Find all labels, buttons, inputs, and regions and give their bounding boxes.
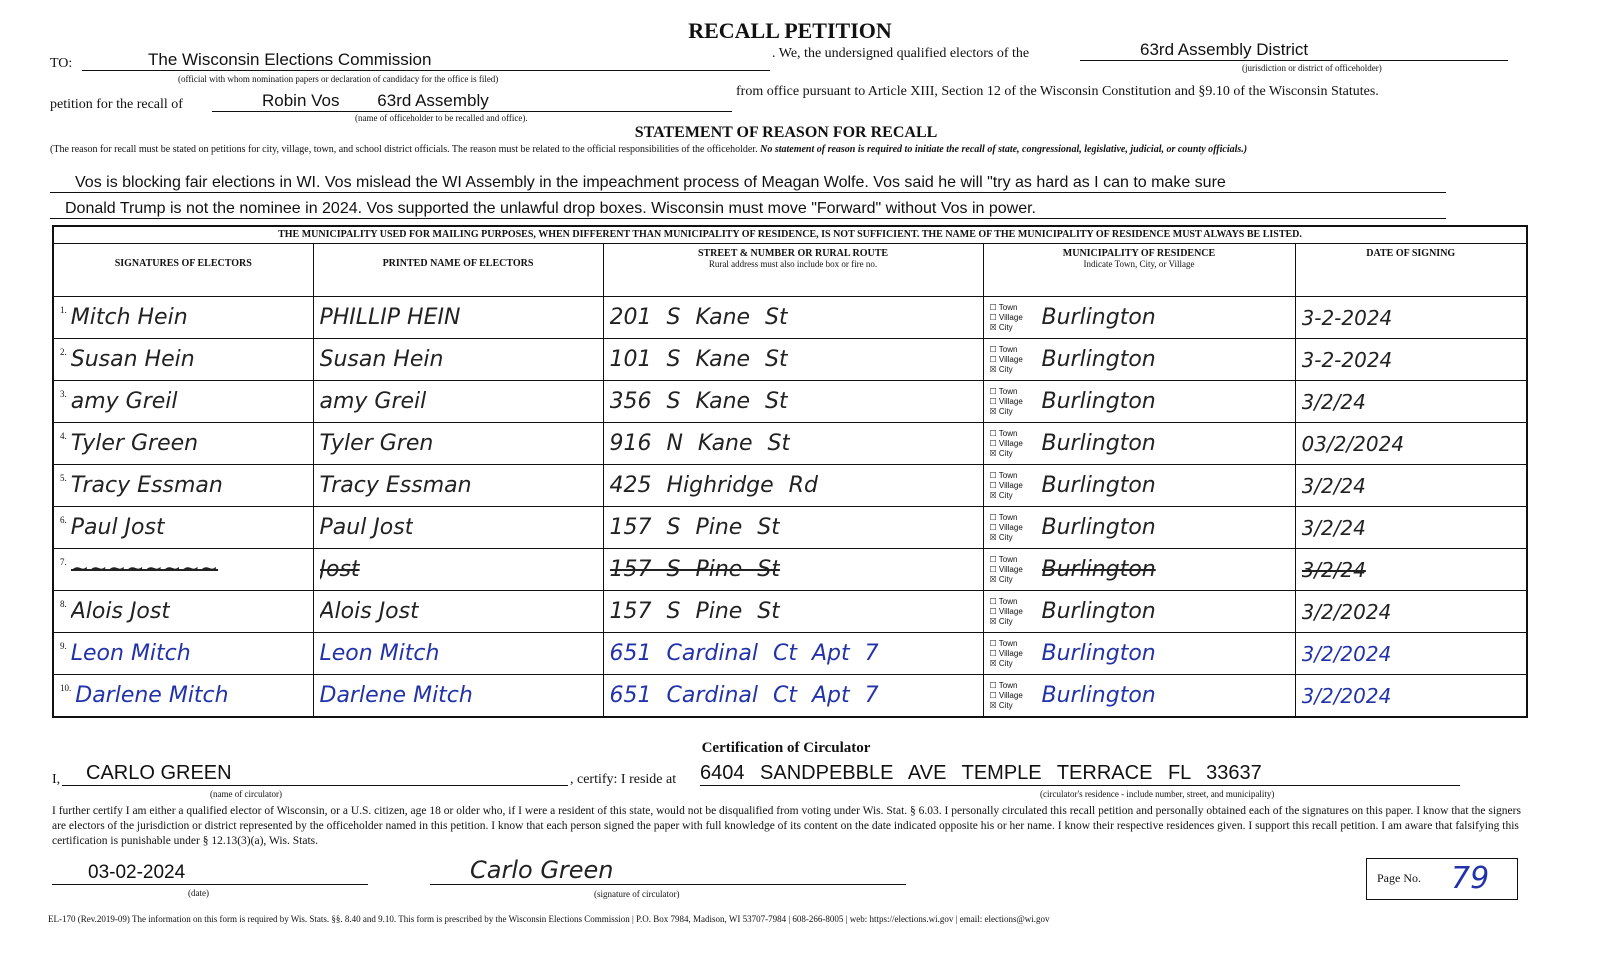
printed-name-cell [313,297,603,339]
municipality-cell [983,675,1295,718]
printed-name: Alois Jost [319,599,419,624]
col-street [603,244,983,297]
circulator-name: CARLO GREEN [62,762,568,786]
page-number-box [1366,858,1518,900]
row-number: 10. [60,683,72,693]
date-cell [1295,675,1527,718]
municipality-type-checkboxes [990,429,1042,459]
municipality: Burlington [1041,557,1156,582]
municipality-cell [983,633,1295,675]
table-row [53,549,1527,591]
i-label: I, [52,772,61,787]
signing-date: 3/2/24 [1301,515,1366,540]
date-cell [1295,465,1527,507]
street-address: 157 S Pine St [609,557,780,582]
street-cell [603,381,983,423]
checkbox-label: Town [998,554,1018,564]
municipality: Burlington [1041,305,1156,330]
printed-name-cell [313,591,603,633]
elector-signature: Tracy Essman [70,473,223,498]
cert-body: I further certify I am either a qualified elector of Wisconsin, or a U.S. citizen, age 18 or older who, if I were a resident of this state, would not be disqualified from voting under Wis. Stat. § 6.03. I personally circulated this recall petition and personally obtained each of the signatures on this paper. I know that the signers are electors of the jurisdiction or district represented by the officeholder named in this petition. I know that each person signed the paper with full knowledge of its content on the date indicated opposite his or her name. I know their respective residences given. I support this recall petition. I am aware that falsifying this certification is punishable under § 12.13(3)(a), Wis. Stats. [52,805,1521,847]
checkbox-city[interactable]: ☒ City [989,616,1013,626]
table-row [53,507,1527,549]
street-cell [603,465,983,507]
municipality: Burlington [1041,473,1156,498]
petition-label: petition for the recall of [50,97,183,112]
residence-note: (circulator's residence - include number, street, and municipality) [1040,789,1275,799]
checkbox-label: Village [998,522,1023,532]
street-cell [603,507,983,549]
street-cell [603,339,983,381]
printed-name: Tyler Gren [319,431,434,456]
row-number: 8. [60,599,67,609]
municipality-cell [983,297,1295,339]
municipality: Burlington [1041,515,1156,540]
table-notice: THE MUNICIPALITY USED FOR MAILING PURPOSES, WHEN DIFFERENT THAN MUNICIPALITY OF RESIDENCE, IS NOT SUFFICIENT. THE NAME OF THE MUNICIPALITY OF RESIDENCE MUST ALWAYS BE LISTED. [53,226,1527,244]
municipality: Burlington [1041,599,1156,624]
street-cell [603,297,983,339]
date-cell [1295,633,1527,675]
date-cell [1295,381,1527,423]
checkbox-label: Town [998,344,1018,354]
col-municipality [983,244,1295,297]
form-footer: EL-170 (Rev.2019-09) The information on this form is required by Wis. Stats. §§. 8.40 and 9.10. This form is prescribed by the Wisconsin Elections Commission | P.O. Box 7984, Madison, WI 53707-7984 | 608-266-8005 | web: https://elections.wi.gov | email: elections@wi.gov [48,914,1050,924]
checkbox-village[interactable]: ☐ Village [989,564,1023,574]
row-number: 5. [60,473,67,483]
signing-date: 3/2/2024 [1301,599,1392,624]
table-row [53,423,1527,465]
checkbox-label: Village [998,648,1023,658]
table-row [53,339,1527,381]
checkbox-label: Village [998,354,1023,364]
street-address: 101 S Kane St [609,347,788,372]
checkbox-city[interactable]: ☒ City [989,658,1013,668]
street-cell [603,591,983,633]
statement-note [50,143,1470,156]
checkbox-village[interactable]: ☐ Village [989,606,1023,616]
row-number: 9. [60,641,67,651]
printed-name-cell [313,549,603,591]
signatures-table [52,225,1528,718]
checkbox-village[interactable]: ☐ Village [989,354,1023,364]
printed-name: Darlene Mitch [319,683,473,708]
checkbox-label: Village [998,438,1023,448]
we-text: . We, the undersigned qualified electors of the [772,46,1030,61]
signature-cell [53,507,313,549]
checkbox-label: City [998,364,1013,374]
printed-name: Tracy Essman [319,473,472,498]
checkbox-village[interactable]: ☐ Village [989,312,1023,322]
checkbox-label: Town [998,680,1018,690]
municipality-cell [983,465,1295,507]
street-address: 157 S Pine St [609,515,780,540]
elector-signature: amy Greil [70,389,178,414]
checkbox-town[interactable]: ☐ Town [989,596,1018,606]
street-address: 356 S Kane St [609,389,788,414]
circulator-residence: 6404 SANDPEBBLE AVE TEMPLE TERRACE FL 33637 [700,762,1460,786]
checkbox-label: City [998,406,1013,416]
municipality-type-checkboxes [990,681,1042,711]
checkbox-label: Village [998,564,1023,574]
checkbox-label: Town [998,428,1018,438]
statement-note-italic: No statement of reason is required to initiate the recall of state, congressional, legislative, judicial, or county officials.) [760,144,1248,155]
table-row [53,381,1527,423]
row-number: 1. [60,305,67,315]
checkbox-label: Town [998,302,1018,312]
printed-name: Paul Jost [319,515,414,540]
street-cell [603,675,983,718]
signing-date: 3/2/24 [1301,389,1366,414]
to-note: (official with whom nomination papers or declaration of candidacy for the office is filed) [178,74,499,84]
checkbox-label: Village [998,480,1023,490]
checkbox-town[interactable]: ☐ Town [989,638,1018,648]
checkbox-label: City [998,616,1013,626]
signing-date: 3/2/2024 [1301,641,1392,666]
street-address: 651 Cardinal Ct Apt 7 [609,641,879,666]
municipality-type-checkboxes [990,555,1042,585]
signature-note: (signature of circulator) [594,889,680,899]
checkbox-city[interactable]: ☒ City [989,700,1013,710]
row-number: 4. [60,431,67,441]
street-address: 651 Cardinal Ct Apt 7 [609,683,879,708]
col-muni-label: MUNICIPALITY OF RESIDENCE [1062,248,1216,259]
circulator-note: (name of circulator) [210,789,282,799]
signature-cell [53,465,313,507]
checkbox-town[interactable]: ☐ Town [989,386,1018,396]
checkbox-label: Town [998,470,1018,480]
checkbox-city[interactable]: ☒ City [989,406,1013,416]
cert-date: 03-02-2024 [52,862,368,885]
printed-name: Jost [319,557,360,582]
to-field: The Wisconsin Elections Commission [82,50,770,71]
checkbox-city[interactable]: ☒ City [989,448,1013,458]
officeholder-field: Robin Vos 63rd Assembly [212,91,732,112]
col-muni-note: Indicate Town, City, or Village [1083,259,1195,269]
officeholder-note: (name of officeholder to be recalled and office). [355,113,528,123]
date-cell [1295,507,1527,549]
district-note: (jurisdiction or district of officeholder) [1242,63,1382,73]
page-title: RECALL PETITION [688,18,892,43]
checkbox-city[interactable]: ☒ City [989,574,1013,584]
col-date: DATE OF SIGNING [1295,244,1527,297]
checkbox-town[interactable]: ☐ Town [989,344,1018,354]
checkbox-label: Village [998,396,1023,406]
elector-signature: Paul Jost [70,515,165,540]
cert-title: Certification of Circulator [701,740,871,756]
district-field: 63rd Assembly District [1080,40,1508,61]
checkbox-village[interactable]: ☐ Village [989,648,1023,658]
to-label: TO: [50,56,73,71]
table-row [53,633,1527,675]
municipality-cell [983,591,1295,633]
table-row [53,297,1527,339]
checkbox-label: Village [998,312,1023,322]
elector-signature: Susan Hein [70,347,195,372]
checkbox-village[interactable]: ☐ Village [989,480,1023,490]
municipality: Burlington [1041,389,1156,414]
printed-name-cell [313,633,603,675]
checkbox-label: Town [998,596,1018,606]
printed-name-cell [313,507,603,549]
printed-name: Leon Mitch [319,641,440,666]
street-cell [603,549,983,591]
municipality: Burlington [1041,431,1156,456]
from-office-text: from office pursuant to Article XIII, Section 12 of the Wisconsin Constitution and §9.10 of the Wisconsin Statutes. [736,84,1379,99]
circulator-signature: Carlo Green [430,856,906,885]
col-printed: PRINTED NAME OF ELECTORS [313,244,603,297]
checkbox-town[interactable]: ☐ Town [989,470,1018,480]
row-number: 6. [60,515,67,525]
municipality-cell [983,339,1295,381]
checkbox-village[interactable]: ☐ Village [989,690,1023,700]
checkbox-label: City [998,574,1013,584]
checkbox-city[interactable]: ☒ City [989,490,1013,500]
statement-title: STATEMENT OF REASON FOR RECALL [634,124,938,141]
printed-name-cell [313,381,603,423]
elector-signature: Darlene Mitch [75,683,229,708]
checkbox-city[interactable]: ☒ City [989,322,1013,332]
col-signatures: SIGNATURES OF ELECTORS [53,244,313,297]
table-row [53,675,1527,718]
date-cell [1295,549,1527,591]
row-number: 7. [60,557,67,567]
checkbox-label: City [998,490,1013,500]
street-cell [603,423,983,465]
printed-name-cell [313,423,603,465]
signature-cell [53,549,313,591]
col-street-label: STREET & NUMBER OR RURAL ROUTE [697,248,889,259]
row-number: 2. [60,347,67,357]
checkbox-town[interactable]: ☐ Town [989,428,1018,438]
reside-label: , certify: I reside at [570,772,677,787]
checkbox-town[interactable]: ☐ Town [989,680,1018,690]
street-address: 201 S Kane St [609,305,788,330]
signature-cell [53,675,313,718]
signature-cell [53,297,313,339]
municipality-type-checkboxes [990,597,1042,627]
reason-line-2: Donald Trump is not the nominee in 2024. Vos supported the unlawful drop boxes. Wisconsin must move "Forward" without Vos in power. [50,200,1446,219]
table-row [53,465,1527,507]
street-address: 425 Highridge Rd [609,473,818,498]
reason-line-1: Vos is blocking fair elections in WI. Vos mislead the WI Assembly in the impeachment process of Meagan Wolfe. Vos said he will "try as hard as I can to make sure [50,174,1446,193]
street-cell [603,633,983,675]
date-cell [1295,423,1527,465]
municipality-type-checkboxes [990,387,1042,417]
municipality: Burlington [1041,347,1156,372]
checkbox-label: City [998,448,1013,458]
checkbox-city[interactable]: ☒ City [989,532,1013,542]
signing-date: 3-2-2024 [1301,305,1393,330]
date-cell [1295,591,1527,633]
printed-name: Susan Hein [319,347,444,372]
col-street-note: Rural address must also include box or fire no. [708,259,878,269]
municipality-type-checkboxes [990,639,1042,669]
printed-name: PHILLIP HEIN [319,305,461,330]
checkbox-label: City [998,532,1013,542]
page-number: 79 [1451,861,1490,896]
signing-date: 3/2/24 [1301,473,1366,498]
signature-cell [53,423,313,465]
checkbox-label: Town [998,638,1018,648]
municipality-cell [983,507,1295,549]
signing-date: 03/2/2024 [1301,431,1405,456]
signing-date: 3-2-2024 [1301,347,1393,372]
checkbox-label: City [998,700,1013,710]
signature-cell [53,381,313,423]
elector-signature: ~~~~~~~~ [70,557,219,582]
checkbox-label: Town [998,512,1018,522]
municipality: Burlington [1041,641,1156,666]
elector-signature: Tyler Green [70,431,199,456]
municipality-cell [983,423,1295,465]
municipality: Burlington [1041,683,1156,708]
checkbox-village[interactable]: ☐ Village [989,438,1023,448]
printed-name-cell [313,465,603,507]
elector-signature: Leon Mitch [70,641,191,666]
street-address: 157 S Pine St [609,599,780,624]
date-cell [1295,339,1527,381]
printed-name: amy Greil [319,389,427,414]
municipality-type-checkboxes [990,345,1042,375]
printed-name-cell [313,339,603,381]
municipality-cell [983,381,1295,423]
page-label: Page No. [1377,871,1421,885]
checkbox-label: City [998,322,1013,332]
table-row [53,591,1527,633]
signature-cell [53,633,313,675]
checkbox-label: Village [998,690,1023,700]
municipality-cell [983,549,1295,591]
checkbox-label: Town [998,386,1018,396]
checkbox-town[interactable]: ☐ Town [989,512,1018,522]
signing-date: 3/2/24 [1301,557,1366,582]
checkbox-town[interactable]: ☐ Town [989,302,1018,312]
signing-date: 3/2/2024 [1301,683,1392,708]
statement-note-text: (The reason for recall must be stated on petitions for city, village, town, and school district officials. The reason must be related to the official responsibilities of the officeholder. [50,144,758,155]
checkbox-village[interactable]: ☐ Village [989,396,1023,406]
signature-cell [53,339,313,381]
street-address: 916 N Kane St [609,431,791,456]
signature-cell [53,591,313,633]
row-number: 3. [60,389,67,399]
municipality-type-checkboxes [990,471,1042,501]
municipality-type-checkboxes [990,303,1042,333]
municipality-type-checkboxes [990,513,1042,543]
date-cell [1295,297,1527,339]
checkbox-village[interactable]: ☐ Village [989,522,1023,532]
date-note: (date) [188,888,209,898]
elector-signature: Alois Jost [70,599,170,624]
checkbox-label: City [998,658,1013,668]
elector-signature: Mitch Hein [70,305,188,330]
checkbox-town[interactable]: ☐ Town [989,554,1018,564]
printed-name-cell [313,675,603,718]
checkbox-label: Village [998,606,1023,616]
checkbox-city[interactable]: ☒ City [989,364,1013,374]
